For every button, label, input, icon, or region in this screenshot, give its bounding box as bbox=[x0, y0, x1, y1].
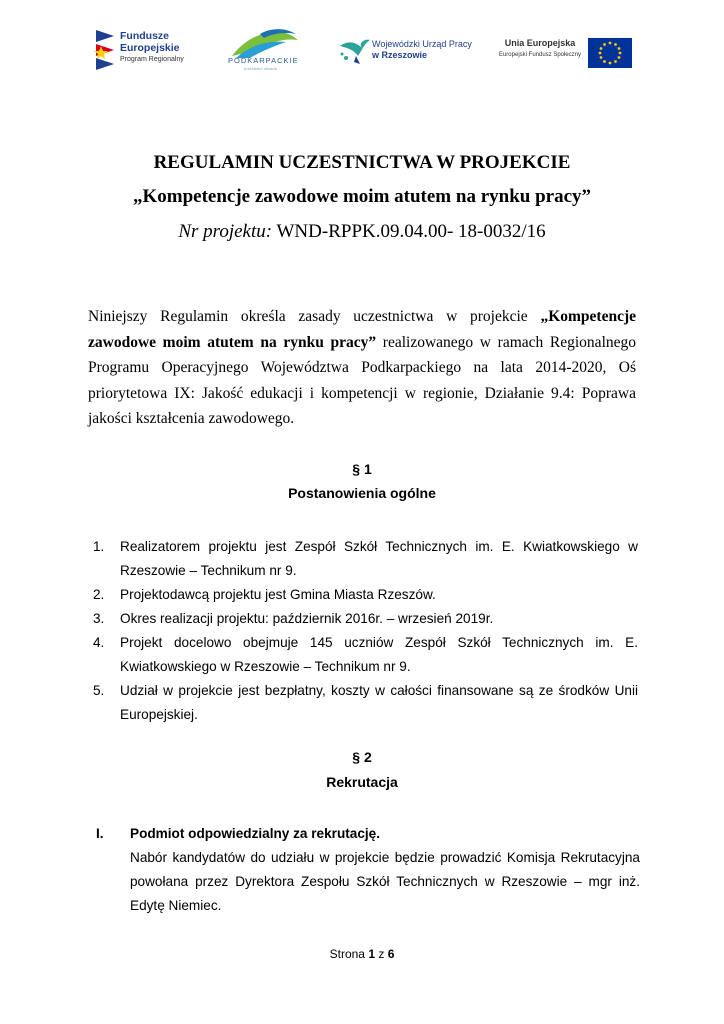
intro-paragraph: Niniejszy Regulamin określa zasady uczestnictwa w projekcie „Kompetencje zawodowe moim atutem na rynku pracy” realizowanego w ramach Regionalnego Programu Operacyjnego Województwa Podkarpackiego na lata 2014-2020, Oś priorytetowa IX: Jakość edukacji i kompetencji w regionie, Działanie 9.4: Poprawa jakości kształcenia zawodowego. bbox=[88, 308, 637, 427]
section1-title: Postanowienia ogólne bbox=[288, 485, 436, 501]
project-number-label: Nr projektu: bbox=[178, 221, 273, 242]
list-item: 5. Udział w projekcie jest bezpłatny, koszty w całości finansowane są ze środków Unii Europejskiej. bbox=[93, 683, 638, 722]
section1-symbol: § 1 bbox=[352, 461, 372, 477]
unia-europejska-logo bbox=[494, 22, 634, 77]
project-name: „Kompetencje zawodowe moim atutem na rynku pracy” bbox=[132, 186, 592, 207]
podkarpackie-name: PODKARPACKIE bbox=[228, 56, 299, 65]
wup-logo-text: Wojewódzki Urząd Pracy w Rzeszowie bbox=[372, 39, 472, 60]
podkarpackie-tagline: przestrzeń otwarta bbox=[244, 66, 277, 71]
ue-logo-text: Unia Europejska Europejski Fundusz Społeczny bbox=[498, 38, 582, 58]
list-item: 1. Realizatorem projektu jest Zespół Szkół Technicznych im. E. Kwiatkowskiego w Rzeszowie – Technikum nr 9. bbox=[93, 539, 638, 578]
project-number bbox=[0, 221, 724, 243]
section1-list bbox=[93, 535, 638, 727]
section2-subsection bbox=[96, 822, 640, 918]
fe-logo-text: Fundusze Europejskie Program Regionalny bbox=[120, 30, 184, 63]
mountain-icon bbox=[230, 26, 300, 60]
eu-flag-icon bbox=[588, 38, 632, 68]
project-number-value: WND-RPPK.09.04.00- 18-0032/16 bbox=[272, 221, 546, 242]
list-item: 4. Projekt docelowo obejmuje 145 uczniów Zespół Szkół Technicznych im. E. Kwiatkowskiego w Rzeszowie – Technikum nr 9. bbox=[93, 635, 638, 674]
fundusze-europejskie-logo bbox=[92, 22, 192, 77]
wup-bird-icon bbox=[338, 34, 372, 68]
section2-symbol: § 2 bbox=[352, 749, 372, 765]
document-title: REGULAMIN UCZESTNICTWA W PROJEKCIE bbox=[153, 152, 571, 173]
section2-title: Rekrutacja bbox=[326, 774, 398, 790]
subsection-body: Nabór kandydatów do udziału w projekcie będzie prowadzić Komisja Rekrutacyjna powołana przez Dyrektora Zespołu Szkół Technicznych w Rzeszowie – mgr inż. Edytę Niemiec. bbox=[130, 850, 640, 913]
subsection-heading: Podmiot odpowiedzialny za rekrutację. bbox=[130, 826, 381, 841]
subsection-number: I. bbox=[96, 826, 104, 841]
wup-logo bbox=[338, 22, 488, 77]
page-footer: Strona 1 z 6 bbox=[329, 947, 395, 961]
logo-bar bbox=[0, 22, 724, 82]
list-item: 3. Okres realizacji projektu: październik 2016r. – wrzesień 2019r. bbox=[93, 611, 494, 626]
podkarpackie-logo bbox=[226, 22, 306, 77]
fe-star-icon bbox=[92, 30, 118, 70]
list-item: 2. Projektodawcą projektu jest Gmina Miasta Rzeszów. bbox=[93, 587, 436, 602]
